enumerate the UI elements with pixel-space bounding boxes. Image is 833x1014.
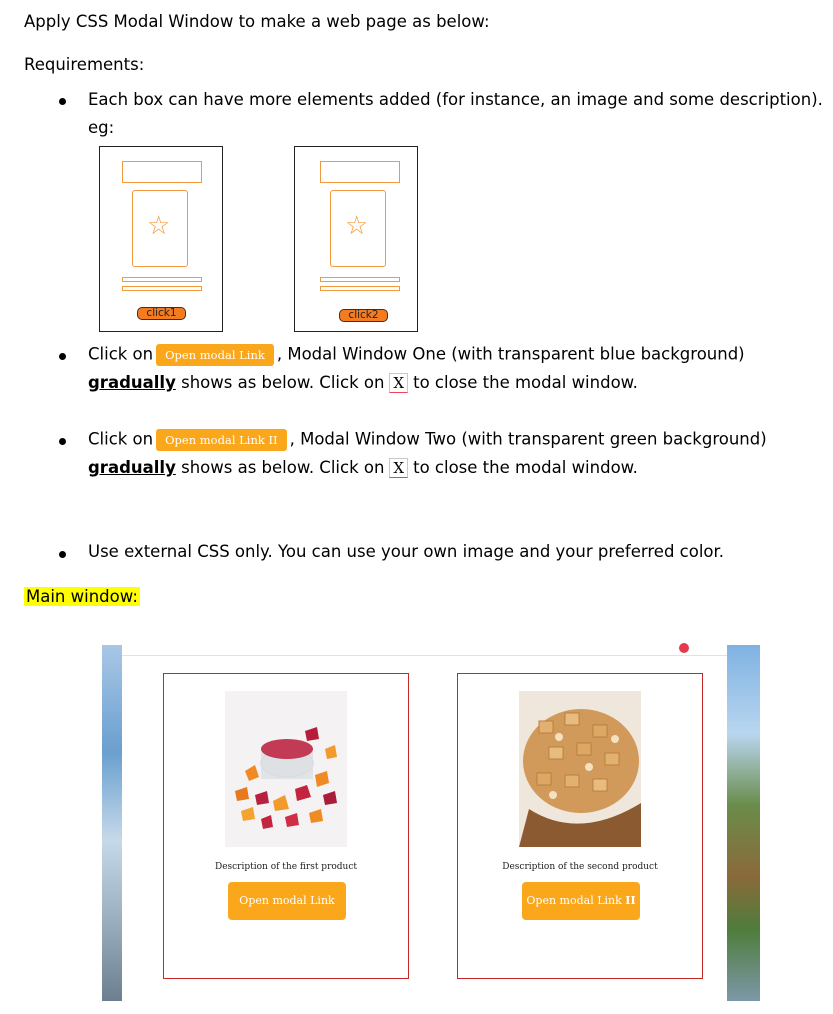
open-modal-link-ii-button[interactable]: Open modal Link II [522, 882, 640, 920]
close-x-sample: X [389, 458, 408, 478]
bullet2-mid: shows as below. Click on [181, 373, 385, 392]
bullet2-line1 [88, 344, 745, 366]
bullet4-text: Use external CSS only. You can use your own image and your preferred color. [88, 542, 725, 561]
bullet2-end: to close the modal window. [413, 373, 638, 392]
main-window-screenshot [102, 645, 760, 1001]
star-icon: ☆ [345, 211, 369, 241]
bullet3-end: to close the modal window. [413, 458, 638, 477]
wireframe-line [122, 277, 202, 282]
wireframe-image-card [330, 190, 386, 267]
wireframe-image-card [132, 190, 188, 267]
bullet1-text: Each box can have more elements added (for instance, an image and some description). [88, 90, 823, 109]
product-description: Description of the second product [502, 862, 658, 872]
wireframe-click2-button: click2 [339, 309, 388, 322]
wireframe-title-bar [320, 161, 400, 183]
wireframe-line [320, 277, 400, 282]
requirements-heading: Requirements: [24, 55, 145, 74]
bullet-dot [59, 98, 66, 105]
browser-top-edge [122, 645, 727, 656]
desktop-wallpaper-right [727, 645, 760, 1001]
bullet3-mid: shows as below. Click on [181, 458, 385, 477]
product-description: Description of the first product [214, 862, 358, 872]
bullet-dot [59, 438, 66, 445]
bullet2-gradually: gradually [88, 373, 176, 392]
wireframe-title-bar [122, 161, 202, 183]
open-modal-link-ii-sample: Open modal Link II [156, 429, 286, 451]
intro-text: Apply CSS Modal Window to make a web page as below: [24, 12, 490, 31]
wireframe-box-2 [294, 146, 418, 332]
product-box-2 [457, 673, 703, 979]
bullet2-line2 [88, 373, 638, 393]
bullet-dot [59, 551, 66, 558]
desktop-wallpaper-left [102, 645, 122, 1001]
wireframe-click1-button: click1 [137, 307, 186, 320]
product-box-1 [163, 673, 409, 979]
bullet3-line1 [88, 429, 767, 451]
wireframe-line [122, 286, 202, 291]
product-image-gummies [225, 691, 347, 847]
open-modal-link-button[interactable]: Open modal Link [228, 882, 346, 920]
main-window-label: Main window: [26, 587, 138, 606]
bullet2-post: , Modal Window One (with transparent blue background) [276, 344, 745, 364]
bullet1-eg: eg: [88, 118, 115, 137]
product-image-snack-mix [519, 691, 641, 847]
open-modal-link-sample: Open modal Link [156, 344, 274, 366]
bullet3-line2 [88, 458, 638, 478]
bullet3-post: , Modal Window Two (with transparent green background) [289, 429, 767, 449]
close-x-sample: X [389, 373, 408, 393]
bullet3-pre: Click on [88, 429, 154, 449]
wireframe-box-1 [99, 146, 223, 332]
bullet2-pre: Click on [88, 344, 154, 364]
bullet3-gradually: gradually [88, 458, 176, 477]
bullet-dot [59, 353, 66, 360]
profile-avatar [679, 643, 689, 653]
wireframe-line [320, 286, 400, 291]
star-icon: ☆ [147, 211, 171, 241]
